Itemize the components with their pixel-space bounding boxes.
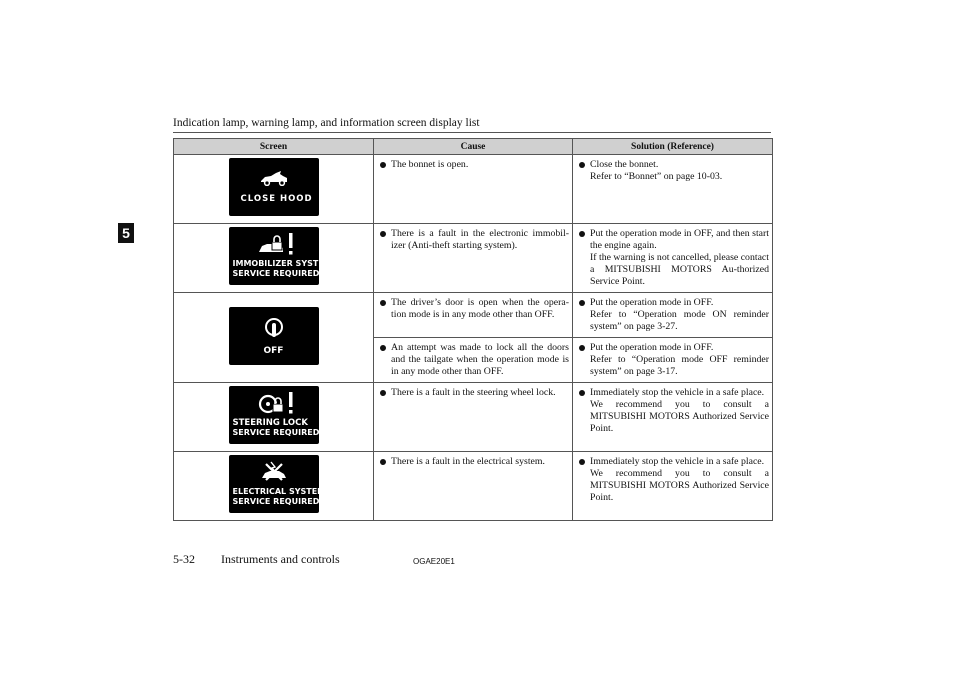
bullet-icon: [579, 459, 585, 465]
solution-cell: [573, 452, 773, 521]
bullet-icon: [579, 162, 585, 168]
immobilizer-display: [229, 227, 332, 285]
solution-cell: [573, 383, 773, 452]
cause-cell: [374, 452, 573, 521]
solution-text: Close the bonnet. Refer to “Bonnet” on page 10-03.: [590, 159, 723, 182]
power-finger-icon: [263, 317, 285, 341]
section-title: Instruments and controls: [221, 552, 340, 566]
table-row: [174, 224, 773, 293]
display-list-table: [173, 138, 773, 521]
table-row: [174, 155, 773, 224]
column-header-solution: Solution (Reference): [573, 139, 773, 155]
solution-text: Put the operation mode in OFF. Refer to “Operation mode ON reminder system” on page 3-27.: [590, 297, 769, 332]
cause-text: The bonnet is open.: [391, 159, 469, 170]
cause-text: There is a fault in the electrical system.: [391, 456, 545, 467]
cause-text: There is a fault in the electronic immobil-izer (Anti-theft starting system).: [391, 228, 569, 251]
display-line-1: IMMOBILIZER SYSTEM: [232, 259, 332, 268]
close-hood-display: [229, 158, 319, 216]
document-code: OGAE20E1: [413, 557, 455, 566]
cause-text: The driver’s door is open when the opera-tion mode is in any mode other than OFF.: [391, 297, 569, 320]
steering-lock-display: [229, 386, 319, 444]
screen-cell: [174, 452, 374, 521]
display-line-1: STEERING LOCK: [232, 418, 308, 428]
bullet-icon: [380, 459, 386, 465]
display-line-2: SERVICE REQUIRED: [232, 497, 320, 506]
chapter-tab: 5: [118, 223, 134, 243]
display-line-1: ELECTRICAL SYSTEM: [232, 487, 326, 496]
solution-cell: [573, 338, 773, 383]
solution-cell: [573, 155, 773, 224]
table-row: [174, 383, 773, 452]
solution-text: Put the operation mode in OFF. Refer to “Operation mode OFF reminder system” on page 3-17.: [590, 342, 769, 377]
display-line-1: CLOSE HOOD: [240, 194, 313, 204]
car-hood-open-icon: [259, 170, 289, 186]
cause-cell: [374, 338, 573, 383]
solution-text: Put the operation mode in OFF, and then start the engine again. If the warning is not cancelled, please contact a MITSUBISHI MOTORS Au-thorized Service Point.: [590, 228, 769, 287]
header-rule: [173, 132, 771, 133]
solution-cell: [573, 293, 773, 338]
steering-lock-warning-icon: [257, 392, 299, 416]
bullet-icon: [579, 390, 585, 396]
screen-cell: [174, 383, 374, 452]
table-header-row: [174, 139, 773, 155]
bullet-icon: [380, 345, 386, 351]
bullet-icon: [380, 300, 386, 306]
display-line-1: OFF: [263, 345, 284, 356]
bullet-icon: [579, 300, 585, 306]
solution-text: Immediately stop the vehicle in a safe place. We recommend you to consult a MITSUBISHI MOTORS Authorized Service Point.: [590, 456, 769, 503]
screen-cell: [174, 224, 374, 293]
display-line-2: SERVICE REQUIRED: [232, 428, 320, 437]
cause-cell: [374, 383, 573, 452]
off-display: [229, 307, 319, 365]
column-header-screen: Screen: [174, 139, 374, 155]
page-number: 5-32: [173, 552, 195, 566]
bullet-icon: [380, 162, 386, 168]
page-header-title: Indication lamp, warning lamp, and information screen display list: [173, 117, 480, 129]
table-row: [174, 452, 773, 521]
immobilizer-warning-icon: [257, 233, 299, 257]
table-row: [174, 293, 773, 338]
screen-cell: [174, 155, 374, 224]
bullet-icon: [380, 390, 386, 396]
cause-text: There is a fault in the steering wheel lock.: [391, 387, 556, 398]
cause-cell: [374, 224, 573, 293]
column-header-cause: Cause: [374, 139, 573, 155]
display-line-2: SERVICE REQUIRED: [232, 269, 320, 278]
bullet-icon: [579, 231, 585, 237]
cause-cell: [374, 155, 573, 224]
solution-text: Immediately stop the vehicle in a safe place. We recommend you to consult a MITSUBISHI MOTORS Authorized Service Point.: [590, 387, 769, 434]
cause-text: An attempt was made to lock all the doors and the tailgate when the operation mode is in any mode other than OFF.: [391, 342, 569, 377]
cause-cell: [374, 293, 573, 338]
electrical-system-warning-icon: [259, 461, 289, 483]
electrical-system-display: [229, 455, 326, 513]
bullet-icon: [380, 231, 386, 237]
bullet-icon: [579, 345, 585, 351]
solution-cell: [573, 224, 773, 293]
screen-cell: [174, 293, 374, 383]
